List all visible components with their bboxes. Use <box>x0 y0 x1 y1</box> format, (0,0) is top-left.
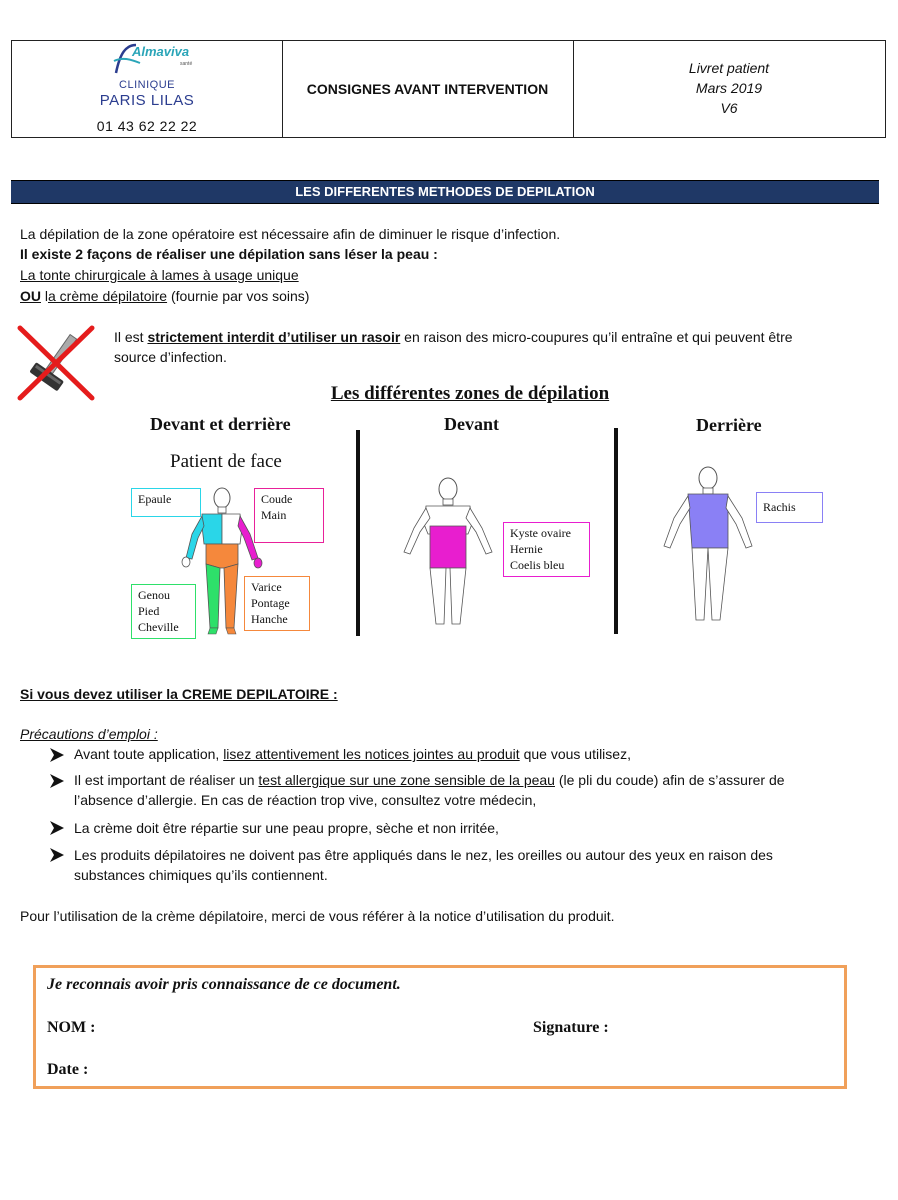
zones-col2-title: Devant <box>444 414 499 434</box>
precautions-heading: Précautions d’emploi : <box>20 726 158 742</box>
header-title-cell <box>282 41 574 137</box>
razor-prefix: Il est <box>114 329 148 345</box>
zones-title: Les différentes zones de dépilation <box>330 383 610 404</box>
zone-label-hernie: Hernie <box>510 542 543 556</box>
intro-option-creme <box>20 286 309 306</box>
zone-label-coelis: Coelis bleu <box>510 558 565 572</box>
zone-label-genou: Genou <box>138 588 170 602</box>
logo-clinique: CLINIQUE <box>119 79 175 91</box>
intro-line-1: La dépilation de la zone opératoire est nécessaire afin de diminuer le risque d’infection. <box>20 226 561 242</box>
zone-label-varice-group <box>244 576 310 631</box>
zones-col3-title: Derrière <box>696 415 762 435</box>
zone-label-coude: Coude <box>261 492 293 506</box>
intro-option-tonte: La tonte chirurgicale à lames à usage unique <box>20 267 299 283</box>
razor-warning-text <box>114 327 878 367</box>
logo-sub: santé <box>180 61 193 67</box>
date-label: Date : <box>47 1061 89 1078</box>
zone-label-cheville: Cheville <box>138 620 179 634</box>
intro-l: l <box>41 288 48 304</box>
arrow-bullet-icon <box>48 847 66 863</box>
zone-label-pontage: Pontage <box>251 596 290 610</box>
bullet-2 <box>74 770 880 810</box>
zone-label-kyste-group <box>503 522 590 577</box>
header-title: CONSIGNES AVANT INTERVENTION <box>306 81 549 97</box>
razor-emphasis: strictement interdit d’utiliser un rasoir <box>147 329 401 345</box>
acknowledgement-statement: Je reconnais avoir pris connaissance de ce document. <box>47 976 401 993</box>
zones-divider-1 <box>356 430 360 636</box>
razor-warning-line-1 <box>114 327 878 347</box>
bullet-1 <box>74 744 631 764</box>
section-title-bar: LES DIFFERENTES METHODES DE DEPILATION <box>11 180 879 204</box>
meta-date: Mars 2019 <box>695 80 763 96</box>
document-header <box>11 40 886 138</box>
bullet-2-prefix: Il est important de réaliser un <box>74 772 259 788</box>
razor-suffix: en raison des micro-coupures qu’il entraîne et qui peuvent être <box>400 329 793 345</box>
bullet-4 <box>74 845 880 885</box>
zone-label-hanche: Hanche <box>251 612 288 626</box>
intro-fournie: (fournie par vos soins) <box>167 288 310 304</box>
bullet-1-suffix: que vous utilisez, <box>519 746 631 762</box>
bullet-2-underlined: test allergique sur une zone sensible de la peau <box>258 772 555 788</box>
body-back-figure <box>656 466 760 628</box>
zone-label-epaule: Epaule <box>131 488 201 517</box>
bullet-4-line-2: substances chimiques qu’ils contiennent. <box>74 867 328 883</box>
arrow-bullet-icon <box>48 747 66 763</box>
header-meta-cell <box>573 41 885 137</box>
bullet-1-underlined: lisez attentivement les notices jointes au produit <box>223 746 520 762</box>
zones-divider-2 <box>614 428 618 634</box>
zone-label-rachis: Rachis <box>756 492 823 523</box>
creme-footer-note: Pour l’utilisation de la crème dépilatoire, merci de vous référer à la notice d’utilisation du produit. <box>20 908 615 924</box>
zones-col1-subtitle: Patient de face <box>170 451 282 472</box>
meta-booklet: Livret patient <box>688 60 770 76</box>
bullet-4-line-1: Les produits dépilatoires ne doivent pas être appliqués dans le nez, les oreilles ou autour des yeux en raison des <box>74 847 773 863</box>
intro-creme: a crème dépilatoire <box>48 288 168 304</box>
body-front-figure <box>396 476 500 632</box>
zone-label-varice: Varice <box>251 580 282 594</box>
bullet-2-line-1 <box>74 770 880 790</box>
arrow-bullet-icon <box>48 773 66 789</box>
bullet-2-suffix: (le pli du coude) afin de s’assurer de <box>554 772 785 788</box>
clinic-phone: 01 43 62 22 22 <box>96 118 198 134</box>
meta-version: V6 <box>720 100 738 116</box>
acknowledgement-box <box>33 965 847 1089</box>
header-logo-cell <box>12 41 283 137</box>
zones-col1-title: Devant et derrière <box>150 414 291 434</box>
logo-brand: Almaviva <box>132 44 190 59</box>
bullet-1-prefix: Avant toute application, <box>74 746 224 762</box>
intro-line-2: Il existe 2 façons de réaliser une dépilation sans léser la peau : <box>20 246 438 262</box>
nom-label: NOM : <box>47 1019 96 1036</box>
signature-label: Signature : <box>533 1019 609 1036</box>
arrow-bullet-icon <box>48 820 66 836</box>
intro-ou: OU <box>20 288 41 304</box>
zone-label-kyste: Kyste ovaire <box>510 526 571 540</box>
bullet-2-line-2: l’absence d’allergie. En cas de réaction trop vive, consultez votre médecin, <box>74 792 537 808</box>
bullet-3: La crème doit être répartie sur une peau propre, sèche et non irritée, <box>74 820 499 836</box>
razor-warning-line-2: source d’infection. <box>114 349 227 365</box>
zone-label-coude-main <box>254 488 324 543</box>
creme-heading: Si vous devez utiliser la CREME DEPILATOIRE : <box>20 686 338 702</box>
zone-label-genou-group <box>131 584 196 639</box>
zone-label-pied: Pied <box>138 604 160 618</box>
logo-paris-lilas: PARIS LILAS <box>99 92 195 109</box>
zone-label-main: Main <box>261 508 287 522</box>
